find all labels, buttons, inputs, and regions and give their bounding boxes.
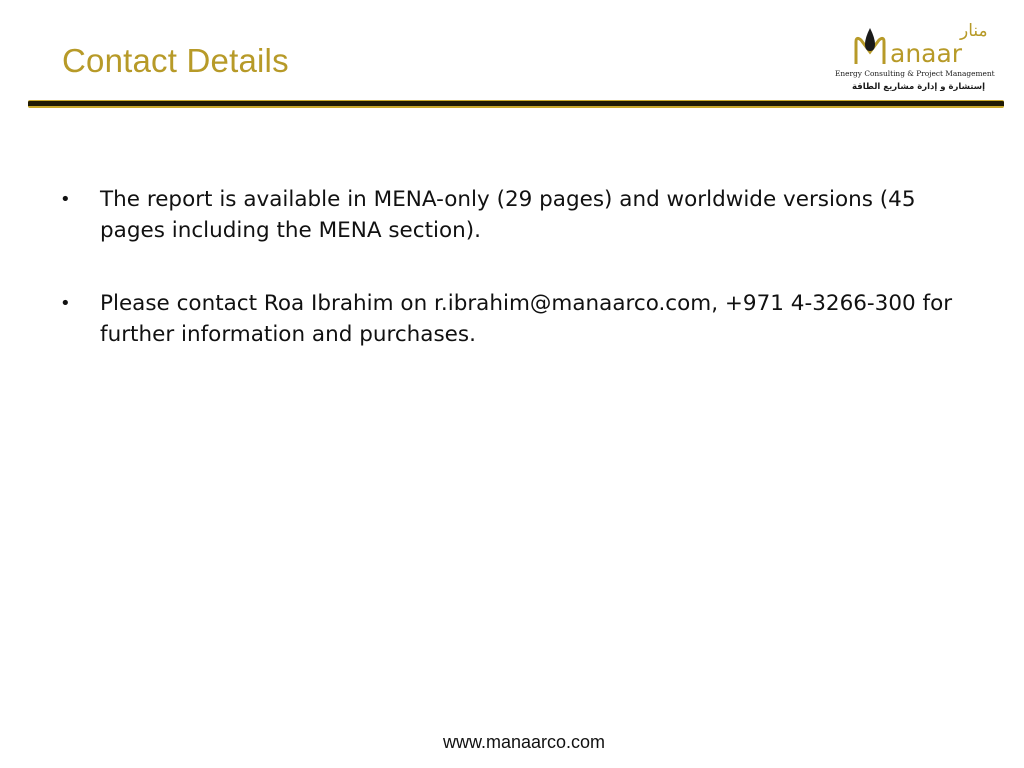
bullet-list [60, 184, 960, 392]
bullet-text: Please contact Roa Ibrahim on r.ibrahim@manaarco.com, +971 4-3266-300 for further information and purchases. [100, 291, 953, 347]
bullet-marker: • [60, 189, 71, 210]
bullet-item [60, 288, 960, 350]
slide-title: Contact Details [62, 42, 289, 79]
bullet-text: The report is available in MENA-only (29 pages) and worldwide versions (45 pages including the MENA section). [100, 187, 916, 243]
logo-tagline: Energy Consulting & Project Management [835, 69, 995, 78]
manaar-logo [834, 14, 1020, 94]
logo-latin-text: anaar [890, 39, 963, 68]
bullet-item [60, 184, 960, 246]
title-divider [28, 100, 1004, 108]
footer-url: www.manaarco.com [442, 732, 606, 752]
logo-mark-icon [834, 14, 1020, 94]
logo-arabic-text: منار [960, 21, 988, 41]
bullet-marker: • [60, 293, 71, 314]
logo-tagline-arabic: إستشارة و إدارة مشاريع الطاقة [852, 82, 986, 92]
